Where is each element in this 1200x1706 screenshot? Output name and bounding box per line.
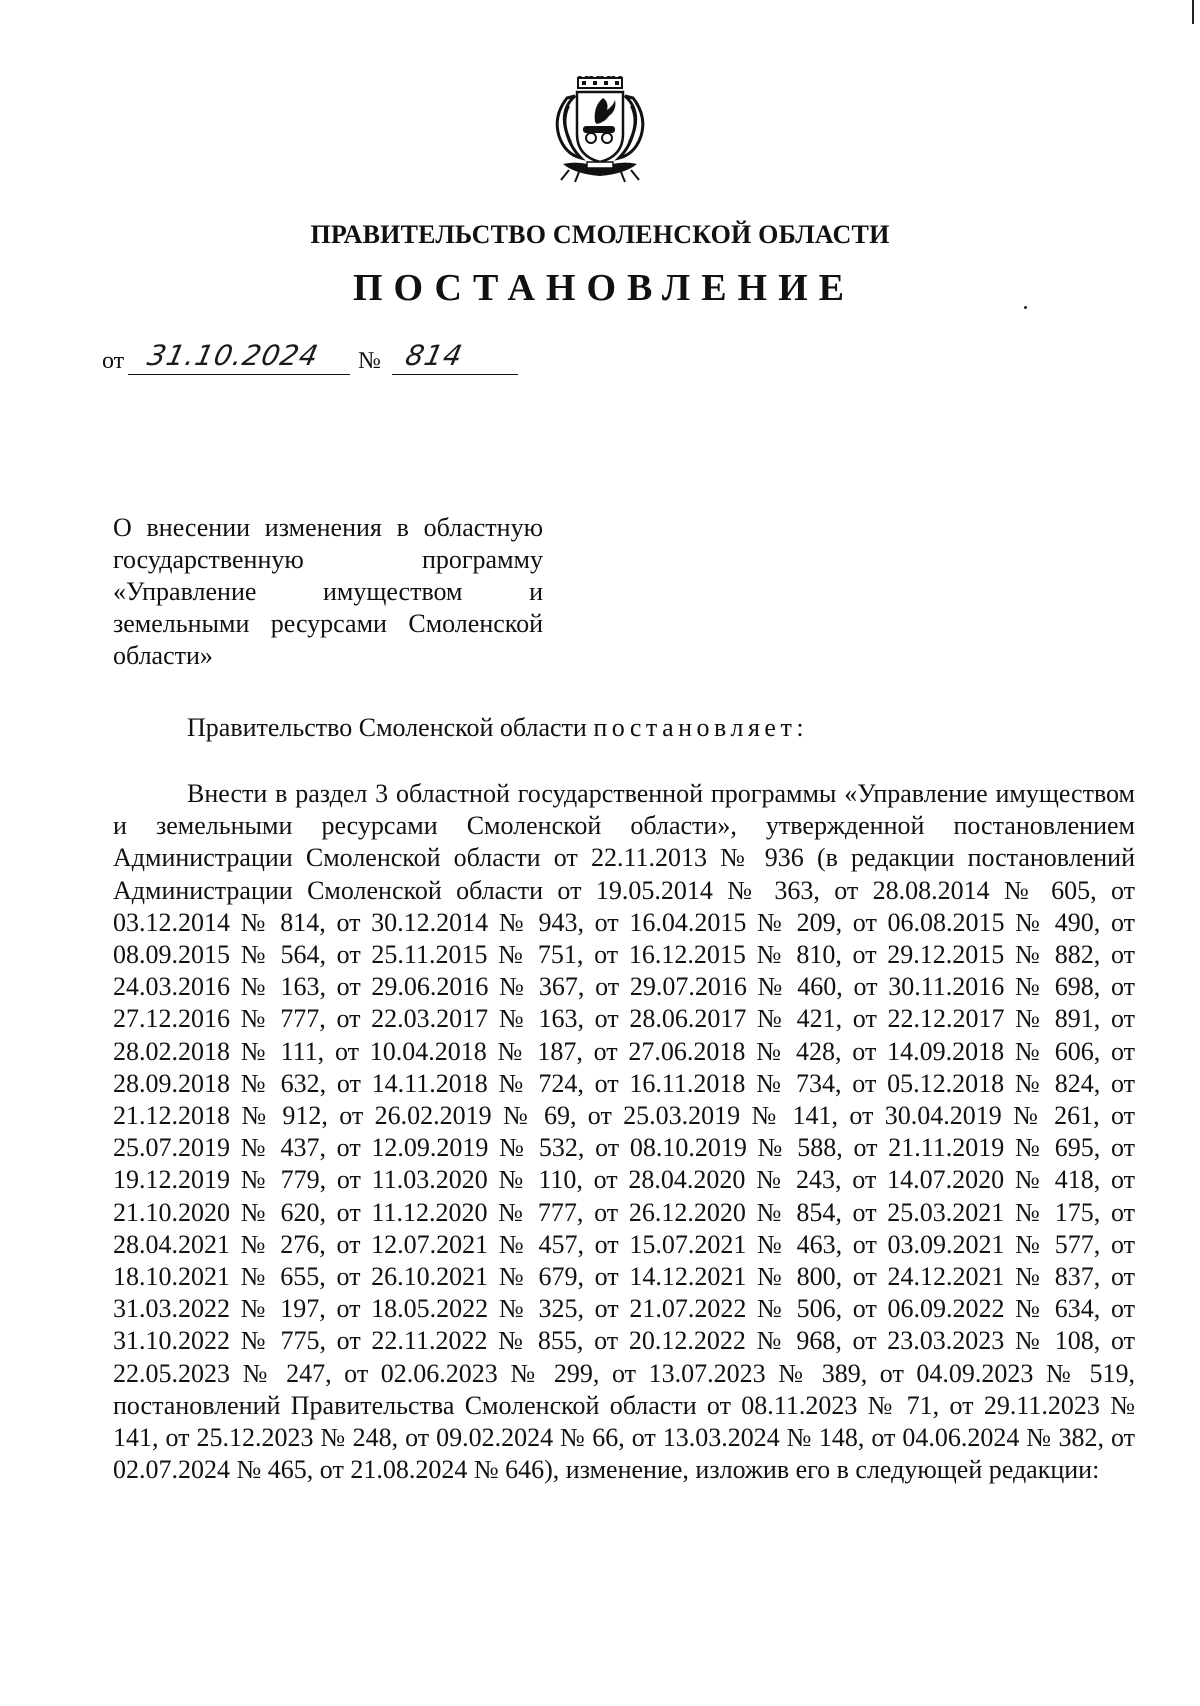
date-prefix: от: [102, 348, 125, 374]
scan-edge-mark: [1192, 0, 1194, 24]
resolution-body-paragraph: Внести в раздел 3 областной государственной программы «Управление имуществом и земельными ресурсами Смоленской области», утвержденной постановлением Администрации Смоленской области от 22.11.2013 № 936 (в редакции постановлений Администрации Смоленской области от 19.05.2014 № 363, от 28.08.2014 № 605, от 03.12.2014 № 814, от 30.12.2014 № 943, от 16.04.2015 № 209, от 06.08.2015 № 490, от 08.09.2015 № 564, от 25.11.2015 № 751, от 16.12.2015 № 810, от 29.12.2015 № 882, от 24.03.2016 № 163, от 29.06.2016 № 367, от 29.07.2016 № 460, от 30.11.2016 № 698, от 27.12.2016 № 777, от 22.03.2017 № 163, от 28.06.2017 № 421, от 22.12.2017 № 891, от 28.02.2018 № 111, от 10.04.2018 № 187, от 27.06.2018 № 428, от 14.09.2018 № 606, от 28.09.2018 № 632, от 14.11.2018 № 724, от 16.11.2018 № 734, от 05.12.2018 № 824, от 21.12.2018 № 912, от 26.02.2019 № 69, от 25.03.2019 № 141, от 30.04.2019 № 261, от 25.07.2019 № 437, от 12.09.2019 № 532, от 08.10.2019 № 588, от 21.11.2019 № 695, от 19.12.2019 № 779, от 11.03.2020 № 110, от 28.04.2020 № 243, от 14.07.2020 № 418, от 21.10.2020 № 620, от 11.12.2020 № 777, от 26.12.2020 № 854, от 25.03.2021 № 175, от 28.04.2021 № 276, от 12.07.2021 № 457, от 15.07.2021 № 463, от 03.09.2021 № 577, от 18.10.2021 № 655, от 26.10.2021 № 679, от 14.12.2021 № 800, от 24.12.2021 № 837, от 31.03.2022 № 197, от 18.05.2022 № 325, от 21.07.2022 № 506, от 06.09.2022 № 634, от 31.10.2022 № 775, от 22.11.2022 № 855, от 20.12.2022 № 968, от 23.03.2023 № 108, от 22.05.2023 № 247, от 02.06.2023 № 299, от 13.07.2023 № 389, от 04.09.2023 № 519, постановлений Правительства Смоленской области от 08.11.2023 № 71, от 29.11.2023 № 141, от 25.12.2023 № 248, от 09.02.2024 № 66, от 13.03.2024 № 148, от 04.06.2024 № 382, от 02.07.2024 № 465, от 21.08.2024 № 646), изменение, изложив его в следующей редакции:: [113, 779, 1135, 1485]
date-field: [128, 338, 350, 375]
date-value: 31.10.2024: [144, 339, 322, 372]
intro-lead: Правительство Смоленской области: [187, 713, 594, 742]
organization-title: ПРАВИТЕЛЬСТВО СМОЛЕНСКОЙ ОБЛАСТИ: [310, 220, 890, 249]
document-type-title: ПОСТАНОВЛЕНИЕ: [352, 267, 856, 309]
number-field: [392, 338, 518, 375]
document-subject: О внесении изменения в областную государственную программу «Управление имуществом и земельными ресурсами Смоленской области»: [113, 513, 543, 670]
number-value: 814: [402, 339, 466, 372]
intro-verb: постановляет:: [593, 713, 809, 742]
number-sign: №: [358, 348, 381, 374]
smolensk-coat-of-arms-icon: [545, 76, 655, 186]
resolution-intro: [187, 712, 808, 744]
